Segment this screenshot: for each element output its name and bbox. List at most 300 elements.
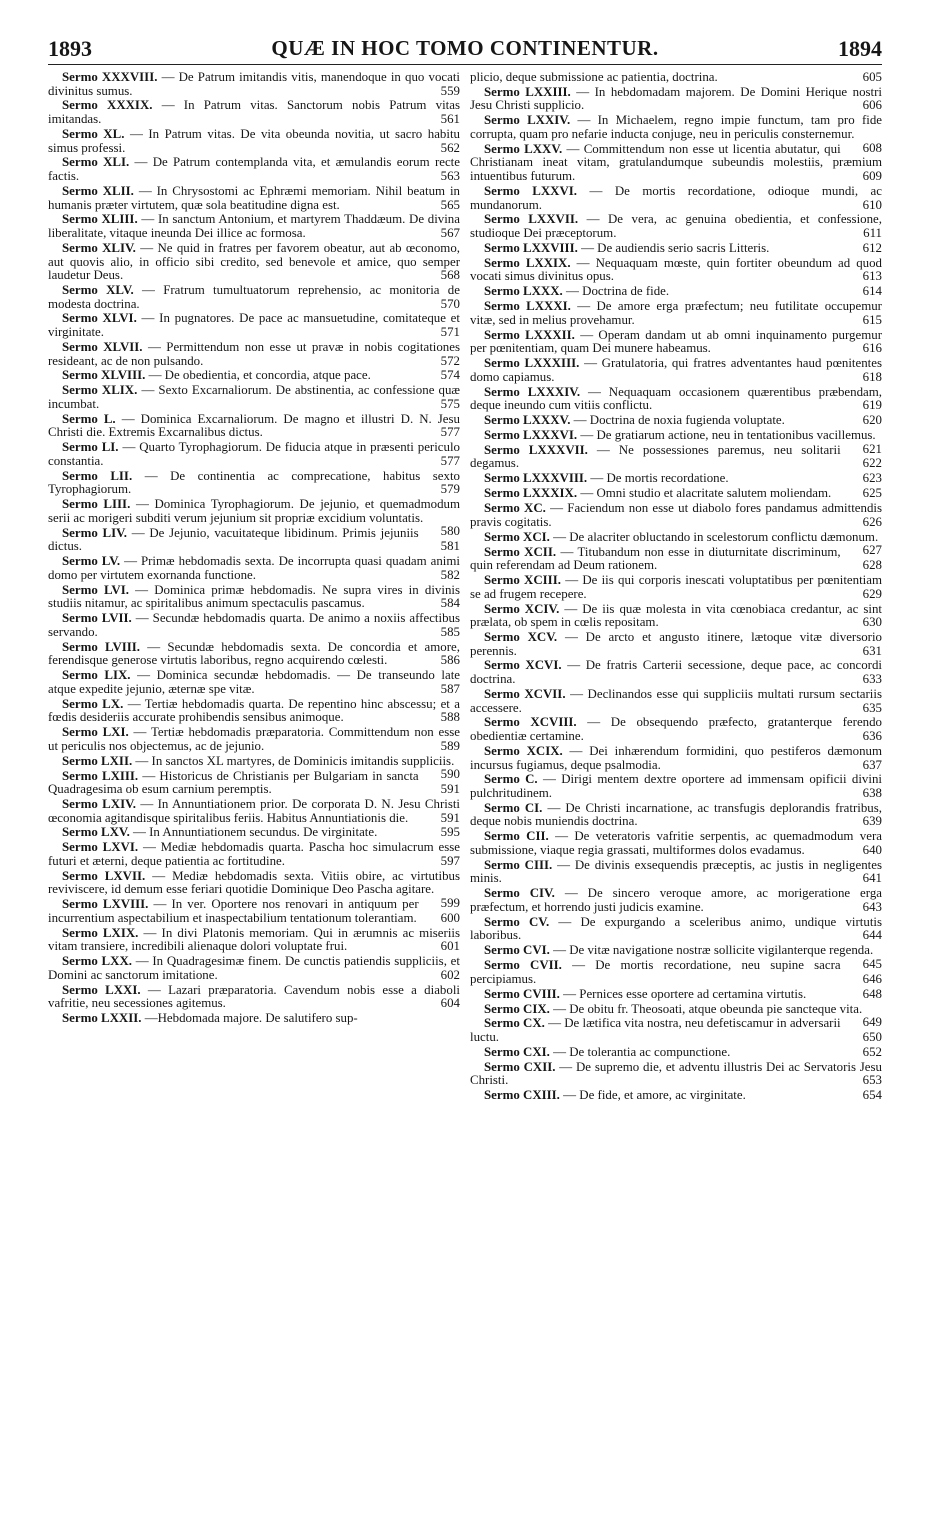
sermon-entry <box>470 688 882 715</box>
page-reference: 571 <box>440 325 460 340</box>
sermon-title: — Ne possessiones paremus, neu solitarii degamus. <box>470 442 841 471</box>
sermon-entry <box>48 213 460 240</box>
sermon-number: Sermo CIV. <box>484 886 555 901</box>
sermon-title: — De mortis recordatione, odioque mundi, ac mundanorum. <box>470 183 882 212</box>
sermon-title: — Titubandum non esse in diuturnitate discriminum, quin referendam ad Deum rationem. <box>470 544 841 573</box>
sermon-number: Sermo CXIII. <box>484 1088 560 1103</box>
sermon-number: Sermo LXXXVIII. <box>484 471 588 486</box>
page-reference: 582 <box>440 567 460 582</box>
page-reference: 565 <box>440 197 460 212</box>
sermon-entry <box>48 555 460 582</box>
page-reference: 577 <box>440 453 460 468</box>
page-reference: 644 <box>862 928 882 943</box>
sermon-number: Sermo LXXIX. <box>484 255 571 270</box>
sermon-number: Sermo LXXV. <box>484 141 563 156</box>
page-reference: 610 <box>862 197 882 212</box>
sermon-entry <box>470 487 882 501</box>
sermon-title: — In hebdomadam majorem. De Domini Herique nostri Jesu Christi supplicio. <box>470 84 882 113</box>
sermon-title: — Doctrina de fide. <box>566 284 670 299</box>
sermon-title: — Secundæ hebdomadis sexta. De concordia et amore, ferendisque generose virtutis laboribus, regno acquirendo cœlesti. <box>48 639 460 668</box>
sermon-number: Sermo XXXIX. <box>62 98 153 113</box>
page-reference: 590 <box>440 767 460 782</box>
page-reference: 577 <box>440 425 460 440</box>
sermon-number: Sermo XLVII. <box>62 339 143 354</box>
sermon-title: — Declinandos esse qui suppliciis multati rursum sectariis accessere. <box>470 686 882 715</box>
page-reference: 567 <box>440 226 460 241</box>
sermon-number: Sermo LXXXIX. <box>484 486 578 501</box>
sermon-number: Sermo LXVIII. <box>62 897 149 912</box>
page-reference: 636 <box>862 729 882 744</box>
sermon-number: Sermo LXXXIII. <box>484 356 580 371</box>
sermon-number: Sermo LXIX. <box>62 925 139 940</box>
sermon-number: Sermo LV. <box>62 554 121 569</box>
sermon-entry <box>470 357 882 384</box>
sermon-entry <box>48 242 460 283</box>
sermon-number: Sermo C. <box>484 772 538 787</box>
sermon-entry <box>470 329 882 356</box>
sermon-entry <box>48 984 460 1011</box>
sermon-entry <box>48 767 460 797</box>
sermon-number: Sermo XCIV. <box>484 601 560 616</box>
page-reference: 572 <box>440 353 460 368</box>
left-column <box>48 71 460 1104</box>
sermon-number: Sermo CXI. <box>484 1044 550 1059</box>
sermon-number: Sermo LXXXV. <box>484 413 571 428</box>
sermon-entry <box>48 641 460 668</box>
sermon-title: — In sanctum Antonium, et martyrem Thaddæum. De divina liberalitate, vitaque ineunda Dei illice ac formosa. <box>48 212 460 241</box>
sermon-entry <box>470 603 882 630</box>
page-reference: 563 <box>440 169 460 184</box>
sermon-number: Sermo LXXXI. <box>484 299 571 314</box>
sermon-number: Sermo LXXIII. <box>484 84 571 99</box>
sermon-title: — De continentia ac comprecatione, habitus sexto Tyrophagiorum. <box>48 468 460 497</box>
sermon-entry <box>48 341 460 368</box>
sermon-entry <box>470 1017 882 1044</box>
sermon-entry <box>470 956 882 986</box>
page-reference: 643 <box>862 899 882 914</box>
sermon-number: Sermo LXXX. <box>484 284 563 299</box>
page-reference: 605 <box>862 70 882 84</box>
page-reference: 562 <box>440 140 460 155</box>
page-reference: 627 <box>862 543 882 558</box>
sermon-number: Sermo CX. <box>484 1016 545 1031</box>
sermon-number: Sermo LXX. <box>62 954 132 969</box>
sermon-number: Sermo CII. <box>484 829 549 844</box>
sermon-entry <box>470 988 882 1002</box>
sermon-number: Sermo XLIII. <box>62 212 138 227</box>
sermon-title: — Lazari præparatoria. Cavendum nobis esse a diaboli vafritie, neu secessiones agitemus. <box>48 982 460 1011</box>
page-reference: 623 <box>862 471 882 486</box>
sermon-title: — Sexto Excarnaliorum. De abstinentia, ac confessione quæ incumbat. <box>48 383 460 411</box>
sermon-entry <box>48 726 460 753</box>
sermon-number: Sermo CXII. <box>484 1059 556 1074</box>
page-reference: 612 <box>862 240 882 255</box>
sermon-title: — De Patrum contemplanda vita, et æmulandis eorum recte factis. <box>48 155 460 184</box>
sermon-entry <box>48 524 460 554</box>
sermon-number: Sermo LXXXVI. <box>484 428 578 442</box>
sermon-title: — De obsequendo præfecto, gratanterque ferendo obedientiæ certamine. <box>470 715 882 744</box>
page-reference: 616 <box>862 341 882 356</box>
sermon-entry <box>470 213 882 240</box>
sermon-title: —Hebdomada majore. De salutifero sup- <box>144 1011 358 1026</box>
sermon-title: — De gratiarum actione, neu in tentationibus vacillemus. <box>580 428 876 442</box>
sermon-entry <box>470 543 882 573</box>
sermon-title: — De iis quæ molesta in vita cœnobiaca credantur, ac sint prælata, ob spem in cœlis repositam. <box>470 601 882 630</box>
sermon-title: — De Patrum imitandis vitis, manendoque in quo vocati divinitus sumus. <box>48 70 460 98</box>
page-reference: 585 <box>440 624 460 639</box>
sermon-number: Sermo XLI. <box>62 155 130 170</box>
page-reference: 641 <box>862 871 882 886</box>
sermon-title: — In Patrum vitas. Sanctorum nobis Patrum vitas imitandas. <box>48 98 460 127</box>
sermon-title: — In Patrum vitas. De vita obeunda novitia, ut sacro habitu simus professi. <box>48 126 460 155</box>
sermon-number: Sermo XCVII. <box>484 686 566 701</box>
sermon-entry <box>48 584 460 611</box>
sermon-entry <box>48 753 460 782</box>
sermon-title: — De vera, ac genuina obedientia, et confessione, studioque Dei præceptorum. <box>470 212 882 241</box>
page-reference: 574 <box>440 368 460 383</box>
page-reference: 580 <box>440 524 460 539</box>
sermon-entry <box>470 887 882 914</box>
sermon-number: Sermo CV. <box>484 914 550 929</box>
sermon-title: — Pernices esse oportere ad certamina virtutis. <box>563 986 807 1001</box>
sermon-entry <box>48 128 460 155</box>
sermon-title: — Gratulatoria, qui fratres adventantes haud pœnitentes domo capiamus. <box>470 356 882 384</box>
sermon-title: — De obedientia, et concordia, atque pace. <box>148 368 371 383</box>
sermon-entry <box>470 414 882 428</box>
sermon-title: — Operam dandam ut ab omni inquinamento purgemur per pœnitentiam, quam Dei munere habeamus. <box>470 327 882 356</box>
sermon-title: — De Christi incarnatione, ac transfugis deplorandis fratribus, deque nobis muniendis doctrina. <box>470 800 882 829</box>
sermon-number: Sermo LXXVII. <box>484 212 579 227</box>
sermon-title: — De tolerantia ac compunctione. <box>553 1044 731 1059</box>
sermon-title: — In Michaelem, regno impie functum, tam pro fide corrupta, quam pro nefarie inducta conjuge, neu in periculis consternemur. <box>470 113 882 141</box>
sermon-title: — De lætifica vita nostra, neu defetiscamur in adversarii luctu. <box>470 1016 841 1045</box>
sermon-number: Sermo LXII. <box>62 753 133 768</box>
sermon-number: Sermo XLV. <box>62 282 134 297</box>
page-reference: 570 <box>440 296 460 311</box>
sermon-number: Sermo CIX. <box>484 1001 550 1016</box>
page-reference: 608 <box>862 140 882 155</box>
sermon-title: — Tertiæ hebdomadis quarta. De repentino hinc abscessu; et a fœdis desideriis accurate prohibendis sensibus animoque. <box>48 696 461 725</box>
sermon-number: Sermo XLVI. <box>62 311 137 326</box>
sermon-entry <box>48 955 460 982</box>
page-reference: 561 <box>440 112 460 127</box>
sermon-entry <box>470 502 882 529</box>
sermon-number: Sermo LVI. <box>62 582 129 597</box>
page-reference: 586 <box>440 653 460 668</box>
sermon-entry <box>470 830 882 857</box>
sermon-title: — Historicus de Christianis per Bulgariam in sancta Quadragesima ob esum carnium peremptis. <box>48 768 419 797</box>
sermon-title: — Dominica primæ hebdomadis. Ne supra vires in divinis studiis nitamur, ac spiritalibus animum spectaculis pascamus. <box>48 582 460 611</box>
sermon-entry <box>48 841 460 868</box>
sermon-title: — De iis qui corporis inescati voluptatibus per pœnitentiam se ad frugem recepere. <box>470 573 882 601</box>
sermon-number: Sermo XCIII. <box>484 573 561 588</box>
sermon-title: — Faciendum non esse ut diabolo fores pandamus admittendis pravis cogitatis. <box>470 501 882 529</box>
page-reference: 597 <box>440 853 460 868</box>
sermon-number: Sermo XLVIII. <box>62 368 146 383</box>
sermon-number: Sermo XC. <box>484 501 546 516</box>
sermon-title: — De arcto et angusto itinere, lætoque vitæ diversorio perennis. <box>470 629 882 658</box>
sermon-title: — De sincero veroque amore, ac morigeratione erga præfectum, et horrendo justi judicis examine. <box>470 886 882 914</box>
sermon-number: Sermo LIX. <box>62 668 131 683</box>
sermon-title: — Dirigi mentem dextre oportere ad immensam opificii divini pulchritudinem. <box>470 772 882 800</box>
page-reference: 645 <box>862 956 882 971</box>
sermon-number: Sermo CVIII. <box>484 986 560 1001</box>
sermon-number: Sermo LXIII. <box>62 768 139 783</box>
sermon-title: — In Chrysostomi ac Ephræmi memoriam. Nihil beatum in humanis præter virtutem, quæ sola beatitudine digna est. <box>48 183 460 212</box>
sermon-title: — Dominica Excarnaliorum. De magno et illustri D. N. Jesu Christi die. Extremis Excarnalibus dictus. <box>48 411 460 440</box>
page-reference: 622 <box>862 456 882 471</box>
sermon-entry <box>48 71 460 98</box>
sermon-number: Sermo LII. <box>62 468 133 483</box>
page-reference: 568 <box>440 268 460 283</box>
sermon-title: — De mortis recordatione. <box>590 471 729 486</box>
sermon-title: — De expurgando a sceleribus animo, undique virtutis laboribus. <box>470 914 882 943</box>
page-reference: 628 <box>862 558 882 573</box>
sermon-title: — Nequaquam mœste, quin fortiter obeundum ad quod vocati simus divinitus opus. <box>470 255 882 284</box>
page-reference: 625 <box>862 486 882 501</box>
sermon-title: — De fratris Carterii secessione, deque pace, ac concordi doctrina. <box>470 658 883 687</box>
sermon-entry <box>470 1089 882 1103</box>
sermon-number: Sermo LXV. <box>62 825 130 840</box>
page-reference: 654 <box>862 1088 882 1103</box>
page-reference: 633 <box>862 672 882 687</box>
sermon-title: — De fide, et amore, ac virginitate. <box>563 1088 746 1103</box>
sermon-entry <box>470 71 882 85</box>
sermon-number: Sermo CVII. <box>484 958 562 973</box>
sermon-number: Sermo LX. <box>62 696 124 711</box>
sermon-entry <box>470 1046 882 1060</box>
sermon-title: — Nequaquam occasionem quærentibus præbendam, deque ineundo cum vitiis conflictu. <box>470 384 882 413</box>
page-reference: 626 <box>862 514 882 529</box>
sermon-entry <box>48 826 460 840</box>
page-reference: 611 <box>863 226 882 241</box>
sermon-title: — Dei inhærendum formidini, quo pestiferos dæmonum incursus fugiamus, deque psalmodia. <box>470 743 882 772</box>
page-number-left: 1893 <box>48 36 92 61</box>
sermon-entry <box>470 745 882 772</box>
sermon-entry <box>48 312 460 339</box>
sermon-number: Sermo XCII. <box>484 544 557 559</box>
sermon-number: Sermo LXXIV. <box>484 113 571 128</box>
sermon-number: Sermo CIII. <box>484 857 553 872</box>
page-reference: 650 <box>862 1030 882 1045</box>
page-reference: 602 <box>440 967 460 982</box>
sermon-title: — Secundæ hebdomadis quarta. De animo a noxiis affectibus servando. <box>48 611 460 639</box>
sermon-number: Sermo LXXVI. <box>484 183 578 198</box>
page-reference: 600 <box>440 910 460 925</box>
page-reference: 584 <box>440 596 460 611</box>
sermon-number: Sermo L. <box>62 411 116 426</box>
sermon-number: Sermo XL. <box>62 126 125 141</box>
page-reference: 589 <box>440 738 460 753</box>
sermon-entry <box>48 441 460 468</box>
sermon-entry <box>470 386 882 413</box>
sermon-title: — In ver. Oportere nos renovari in antiquum per incurrentium aspectabilium et inaspectabilium tentationum tolerantiam. <box>48 897 419 925</box>
sermon-entry <box>470 1061 882 1088</box>
page-reference: 579 <box>440 482 460 497</box>
page-reference: 599 <box>440 896 460 911</box>
sermon-number: Sermo LIII. <box>62 497 131 512</box>
page-reference: 618 <box>862 369 882 384</box>
page-reference: 587 <box>440 681 460 696</box>
sermon-entry <box>48 798 460 825</box>
sermon-entry <box>470 300 882 327</box>
sermon-entry <box>48 898 460 925</box>
page-reference: 640 <box>862 842 882 857</box>
sermon-title: — De alacriter obluctando in scelestorum conflictu dæmonum. <box>553 529 879 544</box>
sermon-entry <box>470 285 882 299</box>
page-reference: 595 <box>440 825 460 840</box>
page-reference: 648 <box>862 986 882 1001</box>
sermon-title: — Tertiæ hebdomadis præparatoria. Committendum non esse ut periculis nos objectemus, ac de jejunio. <box>48 725 460 753</box>
sermon-number: Sermo LVIII. <box>62 639 141 654</box>
sermon-entry <box>48 156 460 183</box>
sermon-entry <box>48 284 460 311</box>
sermon-entry <box>470 574 882 601</box>
sermon-title: — Fratrum tumultuatorum reprehensio, ac monitoria de modesta doctrina. <box>48 282 460 311</box>
page-reference: 631 <box>862 643 882 658</box>
page-reference: 591 <box>440 782 460 797</box>
sermon-number: Sermo LXVII. <box>62 868 146 883</box>
sermon-entry <box>470 472 882 486</box>
sermon-entry <box>48 927 460 954</box>
page-reference: 588 <box>440 710 460 725</box>
sermon-title: — In Annuntiationem prior. De corporata D. N. Jesu Christi œconomia agitandisque spiritalibus feriis. Habitus Annuntiationis die. <box>48 797 460 825</box>
page-reference: 620 <box>862 413 882 428</box>
sermon-entry <box>470 659 882 686</box>
page-reference: 581 <box>440 539 460 554</box>
sermon-title: — De veteratoris vafritie serpentis, ac quemadmodum vera submissione, viaque regia grassati, multiformes dolos evadamus. <box>470 829 882 857</box>
sermon-entry <box>470 802 882 829</box>
sermon-title: — In divi Platonis memoriam. Qui in ærumnis ac miseriis vitam transiere, incredibili alienaque dolori voluptate frui. <box>48 925 460 954</box>
page-reference: 559 <box>440 83 460 98</box>
page-number-right: 1894 <box>838 36 882 61</box>
sermon-number: Sermo CVI. <box>484 943 550 958</box>
sermon-entry <box>470 631 882 658</box>
page-reference: 635 <box>862 700 882 715</box>
sermon-number: Sermo XLIX. <box>62 383 138 398</box>
sermon-entry <box>48 669 460 696</box>
sermon-entry <box>48 470 460 497</box>
sermon-entry <box>470 140 882 184</box>
page-reference: 619 <box>862 398 882 413</box>
sermon-title: — Omni studio et alacritate salutem moliendam. <box>580 486 832 501</box>
sermon-title: — Doctrina de noxia fugienda voluptate. <box>573 413 785 428</box>
sermon-entry <box>470 916 882 943</box>
page-reference: 649 <box>862 1015 882 1030</box>
sermon-title: — De divinis exsequendis præceptis, ac justis in negligentes minis. <box>470 857 882 886</box>
sermon-number: Sermo LXXVIII. <box>484 240 578 255</box>
sermon-title: — De obitu fr. Theosoati, atque obeunda pie sancteque vita. <box>553 1001 863 1016</box>
sermon-entry <box>48 384 460 411</box>
page-reference: 591 <box>440 810 460 825</box>
sermon-number: Sermo XCIX. <box>484 743 563 758</box>
sermon-number: Sermo XCV. <box>484 629 558 644</box>
sermon-title: — Ne quid in fratres per favorem obeatur, aut ab œconomo, aut quovis alio, in officio sibi credito, sed benevole et amice, quo semper laudetur Deus. <box>48 240 460 283</box>
page-reference: 575 <box>440 396 460 411</box>
sermon-number: Sermo LVII. <box>62 611 132 626</box>
sermon-title: — Mediæ hebdomadis quarta. Pascha hoc simulacrum esse futuri et æterni, deque patientia ac fortitudine. <box>48 840 460 868</box>
sermon-entry <box>470 716 882 743</box>
sermon-number: Sermo LXXXIV. <box>484 384 581 399</box>
sermon-title: — De amore erga præfectum; neu futilitate occupemur vitæ, sed in melius provehamur. <box>470 299 882 327</box>
sermon-title: — Permittendum non esse ut pravæ in nobis cogitationes resideant, ac de non pulsando. <box>48 339 460 368</box>
sermon-number: Sermo CI. <box>484 800 543 815</box>
sermon-entry <box>48 99 460 126</box>
sermon-title: — In sanctos XL martyres, de Dominicis imitandis suppliciis. <box>135 753 455 768</box>
sermon-title: — In Annuntiationem secundus. De virginitate. <box>133 825 378 840</box>
sermon-number: Sermo XXXVIII. <box>62 70 158 84</box>
page-reference: 638 <box>862 786 882 800</box>
sermon-title: — In pugnatores. De pace ac mansuetudine, comitateque et virginitate. <box>48 311 460 340</box>
sermon-entry <box>470 257 882 284</box>
sermon-number: Sermo XCVI. <box>484 658 562 673</box>
sermon-number: Sermo LXXI. <box>62 982 141 997</box>
sermon-number: Sermo XLII. <box>62 183 134 198</box>
page-reference: 646 <box>862 971 882 986</box>
sermon-number: Sermo LXXXII. <box>484 327 575 342</box>
sermon-entry <box>48 413 460 440</box>
page-reference: 609 <box>862 169 882 184</box>
page-reference: 604 <box>440 996 460 1011</box>
sermon-number: Sermo LIV. <box>62 525 128 540</box>
page-reference: 653 <box>862 1073 882 1088</box>
sermon-entry <box>48 1012 460 1026</box>
page-reference: 629 <box>862 586 882 601</box>
sermon-title: — Committendum non esse ut licentia abutatur, qui Christianam ineat vitam, gratulandumque subeundis molestiis, præmium intuentibus futurum. <box>470 141 882 184</box>
sermon-title: plicio, deque submissione ac patientia, doctrina. <box>470 70 718 84</box>
sermon-title: — De mortis recordatione, neu supine sacra percipiamus. <box>470 958 841 986</box>
sermon-entry <box>470 441 882 471</box>
sermon-entry <box>470 86 882 113</box>
page-reference: 637 <box>862 757 882 772</box>
sermon-entry <box>48 698 460 725</box>
page-reference: 630 <box>862 615 882 630</box>
sermon-title: — Mediæ hebdomadis sexta. Vitiis obire, ac virtutibus reviviscere, id demum esse feriari quotidie Dominique Deo Pascha agitare. <box>48 868 460 897</box>
sermon-number: Sermo LI. <box>62 440 119 455</box>
sermon-entry <box>470 859 882 886</box>
sermon-title: — De audiendis serio sacris Litteris. <box>581 240 770 255</box>
sermon-title: — Quarto Tyrophagiorum. De fiducia atque in præsenti periculo constantia. <box>48 440 460 468</box>
sermon-number: Sermo LXIV. <box>62 797 136 811</box>
page-title: QUÆ IN HOC TOMO CONTINENTUR. <box>271 36 659 60</box>
columns <box>48 71 882 1104</box>
sermon-number: Sermo XCVIII. <box>484 715 577 730</box>
sermon-title: — In Quadragesimæ finem. De cunctis patiendis suppliciis, et Domini ac sanctorum imitatione. <box>48 954 460 982</box>
sermon-number: Sermo XLIV. <box>62 240 136 255</box>
sermon-entry <box>48 369 460 383</box>
page-reference: 652 <box>862 1044 882 1059</box>
sermon-title: — De vitæ navigatione nostræ sollicite vigilanterque regenda. <box>553 943 874 958</box>
page-reference: 614 <box>862 284 882 299</box>
sermon-title: — Primæ hebdomadis sexta. De incorrupta quasi quadam animi domo per virtutem exornanda functione. <box>48 554 460 582</box>
sermon-entry <box>470 242 882 256</box>
sermon-number: Sermo LXXII. <box>62 1011 142 1026</box>
sermon-entry <box>48 612 460 639</box>
sermon-number: Sermo XCI. <box>484 529 550 544</box>
sermon-title: — Dominica secundæ hebdomadis. — De transeundo late atque expedite jejunio, æternæ spe vitæ. <box>48 668 460 696</box>
right-column <box>470 71 882 1104</box>
sermon-number: Sermo LXXXVII. <box>484 442 588 457</box>
sermon-number: Sermo LXI. <box>62 725 129 740</box>
page-reference: 606 <box>862 98 882 113</box>
sermon-number: Sermo LXVI. <box>62 840 139 855</box>
sermon-title: — De supremo die, et adventu illustris Dei ac Servatoris Jesu Christi. <box>470 1059 882 1088</box>
sermon-title: — De Jejunio, vacuitateque libidinum. Primis jejuniis dictus. <box>48 525 419 554</box>
sermon-title: — Dominica Tyrophagiorum. De jejunio, et quemadmodum serii ac morigeri subditi verum jejunium sit propriæ excidium voluntatis. <box>48 497 460 525</box>
sermon-entry <box>470 773 882 800</box>
page-reference: 613 <box>862 269 882 284</box>
page-reference: 621 <box>862 441 882 456</box>
